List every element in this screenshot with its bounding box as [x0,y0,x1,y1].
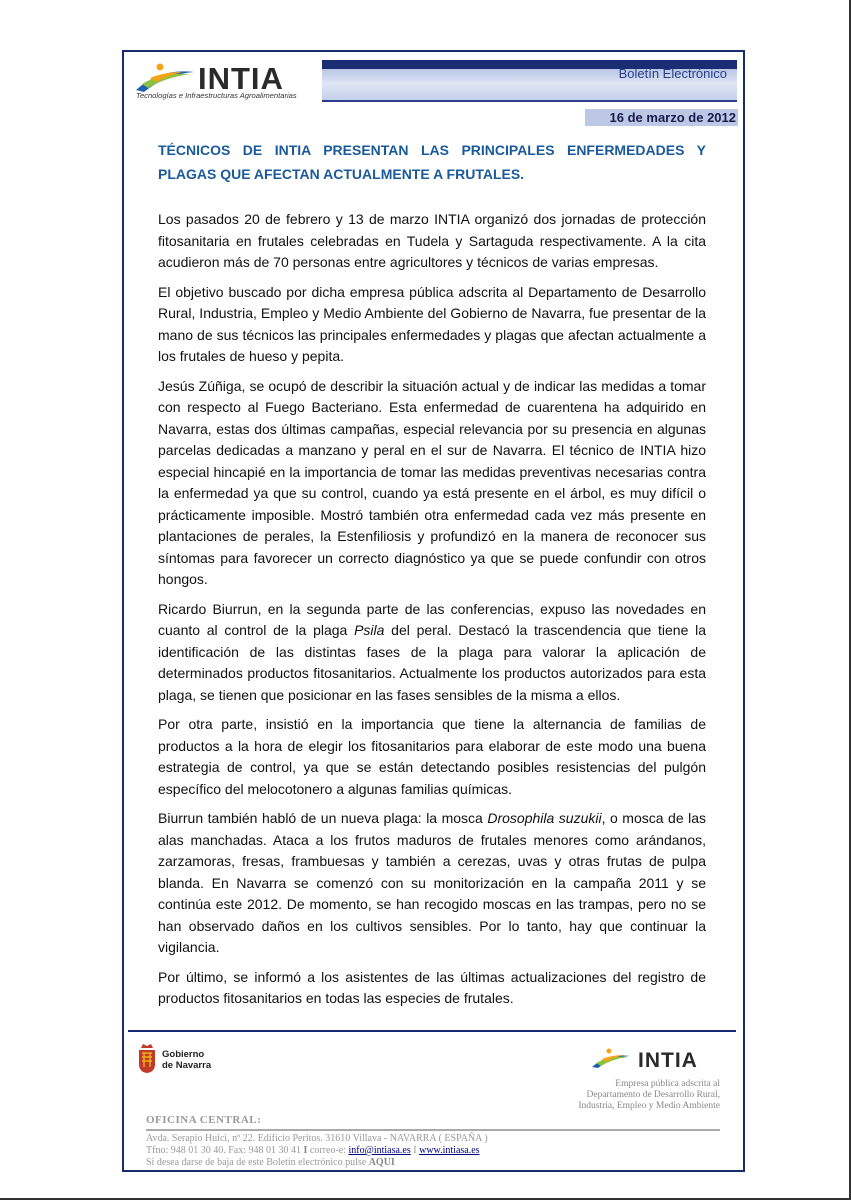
psila-term: Psila [354,622,385,638]
article-title: TÉCNICOS DE INTIA PRESENTAN LAS PRINCIPALES ENFERMEDADES Y PLAGAS QUE AFECTAN ACTUALMENTE A FRUTALES. [158,142,706,182]
banner-title: Boletín Electrónico [618,66,727,81]
office-divider [146,1129,720,1131]
paragraph-2: El objetivo buscado por dicha empresa pública adscrita al Departamento de Desarrollo Rural, Industria, Empleo y Medio Ambiente del Gobierno de Navarra, fue presentar de la mano de sus técnicos las principales enfermedades y plagas que afectan actualmente a los frutales de hueso y pepita. [158,283,706,364]
gobierno-line-2: de Navarra [162,1060,212,1071]
paragraph-5: Por otra parte, insistió en la importancia que tiene la alternancia de familias de productos a la hora de elegir los fitosanitarios para elaborar de este modo una buena estrategia de control, ya que se están detectando posibles resistencias del pulgón específico del melocotonero a algunas familias químicas. [158,716,706,797]
phone-text: Tfno: 948 01 30 40. Fax: 948 01 30 41 [146,1145,304,1156]
navarra-crest-icon [137,1042,157,1074]
logo-tagline: Tecnologías e Infraestructuras Agroalimentarias [136,91,297,100]
unsubscribe-text: Si desea darse de baja de este Boletín electrónico pulse [146,1157,369,1168]
footer-divider [128,1030,736,1032]
paragraph-7: Por último, se informó a los asistentes de las últimas actualizaciones del registro de productos fitosanitarios en todas las especies de frutales. [158,968,706,1006]
logo-text: INTIA [198,61,284,96]
email-label: correo-e: [307,1145,349,1156]
paragraph-4-text-a: Ricardo Biurrun, en la segunda parte de las conferencias, expuso las novedades en cuanto al control de la plaga [158,600,706,638]
issue-date: 16 de marzo de 2012 [585,109,738,126]
address-line: Avda. Serapio Huici, nº 22. Edificio Peritos. 31610 Villava - NAVARRA ( ESPAÑA ) [146,1133,488,1144]
paragraph-6 [158,808,706,959]
website-link[interactable]: www.intiasa.es [419,1145,480,1156]
paragraph-6-text-b: , o mosca de las alas manchadas. Ataca a los frutos maduros de frutales menores como arándanos, zarzamoras, fresas, frambuesas y también a cerezas, uvas y otras frutas de pulpa blanda. En Navarra se comenzó con su monitorización en la campaña 2011 y se continúa este 2012. De momento, se han recogido moscas en las trampas, pero no se han observado daños en los cultivos sensibles. Por lo tanto, hay que continuar la vigilancia. [158,810,707,955]
gobierno-line-1: Gobierno [162,1049,205,1060]
office-title: OFICINA CENTRAL: [146,1114,262,1126]
header-banner [322,60,737,100]
paragraph-3: Jesús Zúñiga, se ocupó de describir la situación actual y de indicar las medidas a tomar con respecto al Fuego Bacteriano. Esta enfermedad de cuarentena ha adquirido en Navarra, estas dos últimas campañas, especial relevancia por su presencia en algunas parcelas dedicadas a manzano y peral en el sur de Navarra. El técnico de INTIA hizo especial hincapié en la importancia de tomar las medidas preventivas necesarias contra la enfermedad ya que su control, cuando ya está presente en el árbol, es muy difícil o prácticamente imposible. Mostró también otra enfermedad cada vez más presente en plantaciones de perales, la Estenfiliosis y profundizó en la manera de reconocer sus síntomas para favorecer un correcto diagnóstico ya que se puede confundir con otros hongos. [158,377,706,587]
phone-line [146,1145,488,1157]
paragraph-1: Los pasados 20 de febrero y 13 de marzo INTIA organizó dos jornadas de protección fitosanitaria en frutales celebradas en Tudela y Sartaguda respectivamente. A la cita acudieron más de 70 personas entre agricultores y técnicos de varias empresas. [158,211,706,270]
unsubscribe-line [146,1157,488,1169]
intia-description [540,1079,720,1112]
paragraph-4-text-b: del peral. Destacó la trascendencia que tiene la identificación de las distintas fases de la plaga para valorar la aplicación de determinados productos fitosanitarios. Actualmente los productos autorizados para esta plaga, se tienen que posicionar en las fases sensibles de la misma a ellos. [158,622,706,703]
paragraph-6-text-a: Biurrun también habló de un nueva plaga: la mosca [158,810,488,826]
contact-block [146,1133,488,1169]
paragraph-4 [158,599,706,707]
unsubscribe-link[interactable]: AQUI [368,1157,395,1168]
separator-1: I [303,1145,308,1156]
intia-desc-line-1: Empresa pública adscrita al [615,1079,720,1089]
banner-underline [322,100,737,102]
intia-desc-line-3: Industria, Empleo y Medio Ambiente [578,1101,720,1111]
email-link[interactable]: info@intiasa.es [348,1145,411,1156]
gobierno-navarra-label [162,1049,211,1071]
article-body [158,209,706,1018]
separator-2: I [410,1145,420,1156]
intia-desc-line-2: Departamento de Desarrollo Rural, [586,1090,720,1100]
drosophila-term: Drosophila suzukii [487,810,602,826]
footer-intia-text: INTIA [638,1049,698,1072]
